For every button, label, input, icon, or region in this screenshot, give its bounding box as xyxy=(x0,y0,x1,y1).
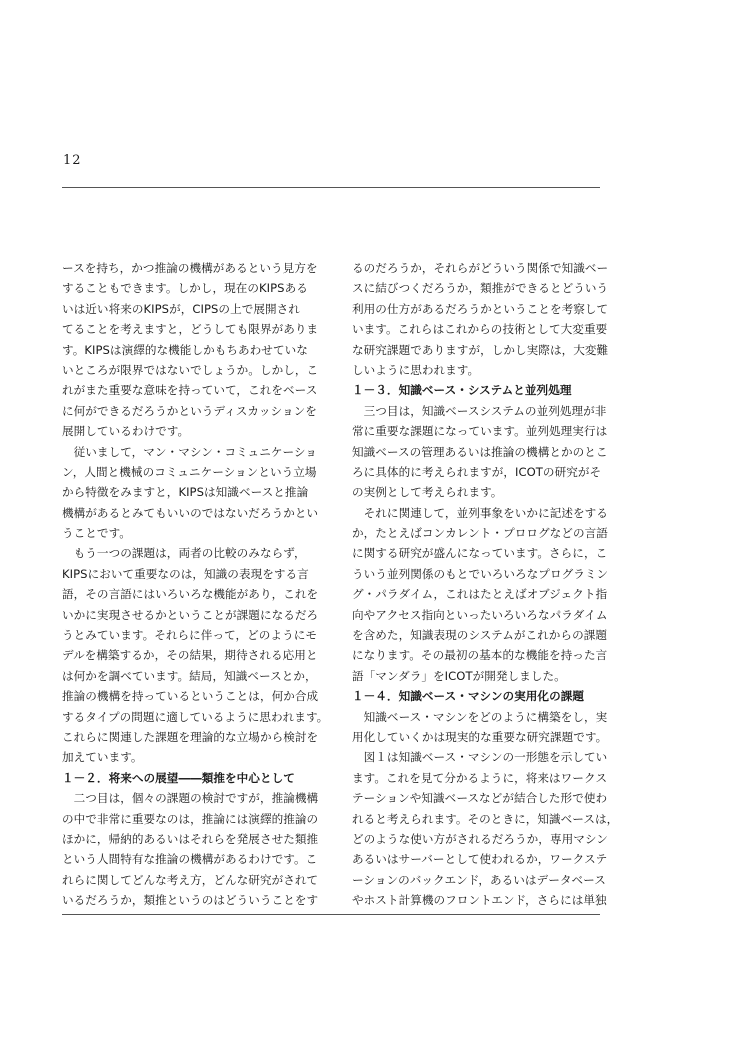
text-line: 加えています。 xyxy=(62,750,143,765)
text-line: います。これらはこれからの技術として大変重要 xyxy=(352,322,608,337)
text-line: な研究課題でありますが，しかし実際は，大変難 xyxy=(352,342,609,357)
text-line: れがまた重要な意味を持っていて，これをベース xyxy=(62,383,318,398)
text-line: ます。これを見て分かるように，将来はワークス xyxy=(352,770,608,785)
text-line: ういう並列関係のもとでいろいろなプログラミン xyxy=(352,566,609,581)
text-line: するタイプの問題に適しているように思われます。 xyxy=(62,709,329,724)
section-heading: １－３．知識ベース・システムと並列処理 xyxy=(352,383,572,398)
text-line: あるいはサーバーとして使われるか，ワークステ xyxy=(352,852,608,867)
text-line: という人間特有な推論の機構があるわけです。こ xyxy=(62,852,318,867)
text-line: 展開しているわけです。 xyxy=(62,424,190,439)
text-line: るのだろうか，それらがどういう関係で知識ベー xyxy=(352,261,609,275)
text-line: 知識ベース・マシンをどのように構築をし，実 xyxy=(352,709,608,724)
text-line: れると考えられます。そのときに，知識ベースは， xyxy=(352,811,619,826)
text-line: 語「マンダラ」をICOTが開発しました。 xyxy=(352,668,566,683)
text-line: ーションのバックエンド，あるいはデータベース xyxy=(352,872,606,887)
text-line: から特徴をみますと，KIPSは知識ベースと推論 xyxy=(62,485,309,500)
text-line: することもできます。しかし，現在のKIPSある xyxy=(62,281,308,296)
text-line: スに結びつくだろうか，類推ができるとどういう xyxy=(352,281,609,296)
text-line: KIPSにおいて重要なのは，知識の表現をする言 xyxy=(62,566,309,581)
text-line: 図１は知識ベース・マシンの一形態を示してい xyxy=(352,750,608,765)
right-column xyxy=(352,258,619,911)
text-line: テーションや知識ベースなどが結合した形で使わ xyxy=(352,791,608,806)
text-line: に関する研究が盛んになっています。さらに，こ xyxy=(352,546,608,561)
text-line: を含めた，知識表現のシステムがこれからの課題 xyxy=(352,628,608,643)
text-line: か，たとえばコンカレント・プロログなどの言語 xyxy=(352,526,608,541)
text-line: いかに実現させるかということが課題になるだろ xyxy=(62,607,319,622)
text-line: 従いまして，マン・マシン・コミュニケーショ xyxy=(62,444,317,459)
text-line: 知識ベースの管理あるいは推論の機構とかのとこ xyxy=(352,444,608,459)
text-line: やホスト計算機のフロントエンド，さらには単独 xyxy=(352,893,607,908)
text-line: 常に重要な課題になっています。並列処理実行は xyxy=(352,424,608,439)
text-line: てることを考えますと，どうしても限界がありま xyxy=(62,322,319,337)
text-line: の実例として考えられます。 xyxy=(352,485,503,500)
footer-rule xyxy=(62,914,600,915)
text-line: 推論の機構を持っているということは，何か合成 xyxy=(62,689,319,704)
text-line: は何かを調べています。結局，知識ベースとか， xyxy=(62,668,317,683)
text-line: いるだろうか，類推というのはどういうことをす xyxy=(62,893,319,908)
page-number: 12 xyxy=(63,153,82,168)
text-line: れらに関してどんな考え方，どんな研究がされて xyxy=(62,872,319,887)
text-line: これらに関連した課題を理論的な立場から検討を xyxy=(62,729,319,744)
header-rule xyxy=(62,187,600,188)
section-heading: １－４．知識ベース・マシンの実用化の課題 xyxy=(352,689,585,704)
text-line: ン，人間と機械のコミュニケーションという立場 xyxy=(62,464,317,479)
text-line: す。KIPSは演繹的な機能しかもちあわせていな xyxy=(62,342,308,357)
left-column xyxy=(62,258,329,911)
text-line: に何ができるだろうかというディスカッションを xyxy=(62,403,317,418)
text-line: 向やアクセス指向といったいろいろなパラダイム xyxy=(352,607,608,622)
text-line: うことです。 xyxy=(62,526,131,541)
text-line: 語，その言語にはいろいろな機能があり，これを xyxy=(62,587,319,602)
text-line: ースを持ち，かつ推論の機構があるという見方を xyxy=(62,261,318,275)
text-line: しいように思われます。 xyxy=(352,362,480,377)
text-line: 用化していくかは現実的な重要な研究課題です。 xyxy=(352,729,608,744)
text-line: ろに具体的に考えられますが，ICOTの研究がそ xyxy=(352,464,602,479)
text-line: いは近い将来のKIPSが，CIPSの上で展開され xyxy=(62,301,300,316)
text-line: ほかに，帰納的あるいはそれらを発展させた類推 xyxy=(62,831,319,846)
section-heading: １－２．将来への展望――類推を中心として xyxy=(62,770,295,785)
text-line: それに関連して，並列事象をいかに記述をする xyxy=(352,505,608,520)
text-line: うとみています。それらに伴って，どのようにモ xyxy=(62,628,318,643)
text-line: の中で非常に重要なのは，推論には演繹的推論の xyxy=(62,811,319,826)
text-line: になります。その最初の基本的な機能を持った言 xyxy=(352,648,608,663)
text-line: いところが限界ではないでしょうか。しかし，こ xyxy=(62,362,319,377)
text-line: 二つ目は，個々の課題の検討ですが，推論機構 xyxy=(62,791,319,806)
text-line: もう一つの課題は，両者の比較のみならず， xyxy=(62,546,306,561)
text-line: 利用の仕方があるだろうかということを考察して xyxy=(352,301,609,316)
text-line: グ・パラダイム，これはたとえばオブジェクト指 xyxy=(352,587,608,602)
text-line: デルを構築するか，その結果，期待される応用と xyxy=(62,648,318,663)
text-line: 三つ目は，知識ベースシステムの並列処理が非 xyxy=(352,403,607,418)
text-line: どのような使い方がされるだろうか，専用マシン xyxy=(352,831,608,846)
text-line: 機構があるとみてもいいのではないだろうかとい xyxy=(62,505,319,520)
